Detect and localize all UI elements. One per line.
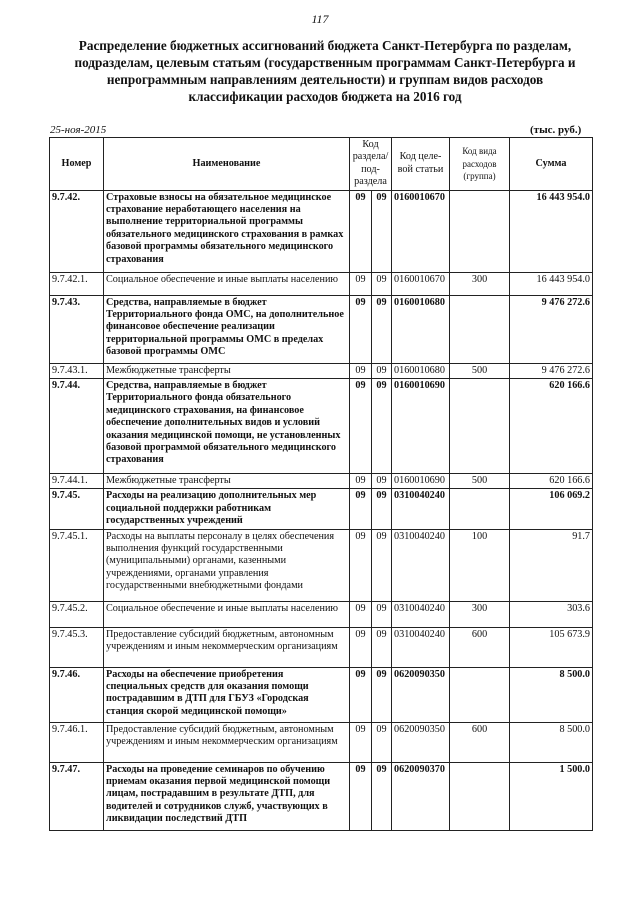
row-article-code: 0160010670 [392, 272, 450, 295]
row-number: 9.7.46.1. [50, 722, 104, 762]
table-row [50, 379, 593, 474]
row-expense-type [450, 295, 510, 363]
row-name: Средства, направляемые в бюджет Территориального фонда обязательного медицинского страхования, на финансовое обеспечение дополнительных видов и условий оказания медицинской помощи, не установленных базовой программой обязательного медицинского страхования [104, 379, 350, 474]
row-name: Предоставление субсидий бюджетным, автономным учреждениям и иным некоммерческим организациям [104, 627, 350, 667]
units-label: (тыс. руб.) [530, 124, 582, 136]
row-number: 9.7.42.1. [50, 272, 104, 295]
row-article-code: 0620090350 [392, 722, 450, 762]
row-subsection: 09 [372, 295, 392, 363]
row-subsection: 09 [372, 722, 392, 762]
row-section: 09 [350, 667, 372, 722]
table-row [50, 363, 593, 378]
row-number: 9.7.46. [50, 667, 104, 722]
row-article-code: 0160010680 [392, 295, 450, 363]
table-row [50, 489, 593, 529]
row-section: 09 [350, 379, 372, 474]
row-number: 9.7.45.3. [50, 627, 104, 667]
row-sum: 620 166.6 [510, 379, 593, 474]
row-subsection: 09 [372, 272, 392, 295]
row-article-code: 0620090350 [392, 667, 450, 722]
row-expense-type: 500 [450, 474, 510, 489]
row-sum: 8 500.0 [510, 722, 593, 762]
row-expense-type: 100 [450, 529, 510, 601]
row-subsection: 09 [372, 190, 392, 272]
row-section: 09 [350, 489, 372, 529]
table-row [50, 474, 593, 489]
row-subsection: 09 [372, 762, 392, 830]
row-subsection: 09 [372, 627, 392, 667]
row-name: Социальное обеспечение и иные выплаты населению [104, 272, 350, 295]
row-expense-type: 600 [450, 627, 510, 667]
row-subsection: 09 [372, 529, 392, 601]
row-section: 09 [350, 529, 372, 601]
table-row [50, 762, 593, 830]
table-row [50, 190, 593, 272]
row-expense-type: 500 [450, 363, 510, 378]
table-row [50, 295, 593, 363]
row-subsection: 09 [372, 667, 392, 722]
row-sum: 16 443 954.0 [510, 190, 593, 272]
row-article-code: 0160010690 [392, 379, 450, 474]
table-header-row [50, 138, 593, 191]
row-name: Страховые взносы на обязательное медицинское страхование неработающего населения на выполнение территориальной программы обязательного медицинского страхования в рамках базовой программы обязательного медицинского страхования [104, 190, 350, 272]
row-sum: 106 069.2 [510, 489, 593, 529]
row-section: 09 [350, 272, 372, 295]
row-sum: 9 476 272.6 [510, 363, 593, 378]
row-name: Средства, направляемые в бюджет Территориального фонда ОМС, на дополнительное финансовое обеспечение реализации территориальной программы ОМС в пределах базовой программы ОМС [104, 295, 350, 363]
row-sum: 8 500.0 [510, 667, 593, 722]
row-section: 09 [350, 363, 372, 378]
row-sum: 620 166.6 [510, 474, 593, 489]
row-number: 9.7.43.1. [50, 363, 104, 378]
header-name: Наименование [104, 138, 350, 191]
row-number: 9.7.44. [50, 379, 104, 474]
row-sum: 91.7 [510, 529, 593, 601]
row-sum: 9 476 272.6 [510, 295, 593, 363]
row-sum: 105 673.9 [510, 627, 593, 667]
row-article-code: 0620090370 [392, 762, 450, 830]
table-row [50, 601, 593, 627]
row-number: 9.7.45. [50, 489, 104, 529]
row-sum: 16 443 954.0 [510, 272, 593, 295]
row-article-code: 0160010670 [392, 190, 450, 272]
table-row [50, 529, 593, 601]
table-row [50, 627, 593, 667]
row-name: Межбюджетные трансферты [104, 474, 350, 489]
budget-table [49, 137, 593, 831]
header-sum: Сумма [510, 138, 593, 191]
table-row [50, 272, 593, 295]
row-article-code: 0160010690 [392, 474, 450, 489]
document-date: 25-ноя-2015 [50, 124, 107, 136]
row-name: Расходы на проведение семинаров по обучению приемам оказания первой медицинской помощи лицам, пострадавшим в результате ДТП, для водителей и сотрудников служб, участвующих в ликвидации последствий ДТП [104, 762, 350, 830]
row-number: 9.7.45.2. [50, 601, 104, 627]
row-name: Предоставление субсидий бюджетным, автономным учреждениям и иным некоммерческим организациям [104, 722, 350, 762]
row-article-code: 0310040240 [392, 529, 450, 601]
row-subsection: 09 [372, 363, 392, 378]
row-number: 9.7.44.1. [50, 474, 104, 489]
row-expense-type: 300 [450, 601, 510, 627]
document-title: Распределение бюджетных ассигнований бюджета Санкт-Петербурга по разделам, подразделам, целевым статьям (государственным программам Санкт-Петербурга и непрограммным направлениям деятельности) и группам видов расходов классификации расходов бюджета на 2016 год [74, 38, 576, 104]
row-name: Расходы на выплаты персоналу в целях обеспечения выполнения функций государственными (муниципальными) органами, казенными учреждениями, органами управления государственными внебюджетными фондами [104, 529, 350, 601]
row-article-code: 0310040240 [392, 489, 450, 529]
row-article-code: 0160010680 [392, 363, 450, 378]
header-article-code: Код целе- вой статьи [392, 138, 450, 191]
row-name: Расходы на реализацию дополнительных мер социальной поддержки работникам государственных учреждений [104, 489, 350, 529]
row-number: 9.7.43. [50, 295, 104, 363]
row-name: Межбюджетные трансферты [104, 363, 350, 378]
row-name: Расходы на обеспечение приобретения специальных средств для оказания помощи пострадавшим в ДТП для ГБУЗ «Городская станция скорой медицинской помощи» [104, 667, 350, 722]
table-row [50, 722, 593, 762]
row-section: 09 [350, 722, 372, 762]
row-subsection: 09 [372, 489, 392, 529]
row-article-code: 0310040240 [392, 627, 450, 667]
page-number: 117 [311, 12, 329, 26]
row-article-code: 0310040240 [392, 601, 450, 627]
row-expense-type [450, 762, 510, 830]
header-number: Номер [50, 138, 104, 191]
row-expense-type [450, 667, 510, 722]
row-number: 9.7.47. [50, 762, 104, 830]
row-number: 9.7.45.1. [50, 529, 104, 601]
row-section: 09 [350, 627, 372, 667]
row-section: 09 [350, 601, 372, 627]
row-section: 09 [350, 474, 372, 489]
row-number: 9.7.42. [50, 190, 104, 272]
row-section: 09 [350, 295, 372, 363]
header-expense-type: Код вида расходов (группа) [450, 138, 510, 191]
row-section: 09 [350, 762, 372, 830]
row-subsection: 09 [372, 379, 392, 474]
row-expense-type [450, 379, 510, 474]
row-sum: 1 500.0 [510, 762, 593, 830]
row-expense-type: 300 [450, 272, 510, 295]
row-expense-type: 600 [450, 722, 510, 762]
table-row [50, 667, 593, 722]
row-sum: 303.6 [510, 601, 593, 627]
row-expense-type [450, 190, 510, 272]
row-section: 09 [350, 190, 372, 272]
row-subsection: 09 [372, 601, 392, 627]
row-expense-type [450, 489, 510, 529]
header-section-code: Код раздела/ под- раздела [350, 138, 392, 191]
row-subsection: 09 [372, 474, 392, 489]
row-name: Социальное обеспечение и иные выплаты населению [104, 601, 350, 627]
